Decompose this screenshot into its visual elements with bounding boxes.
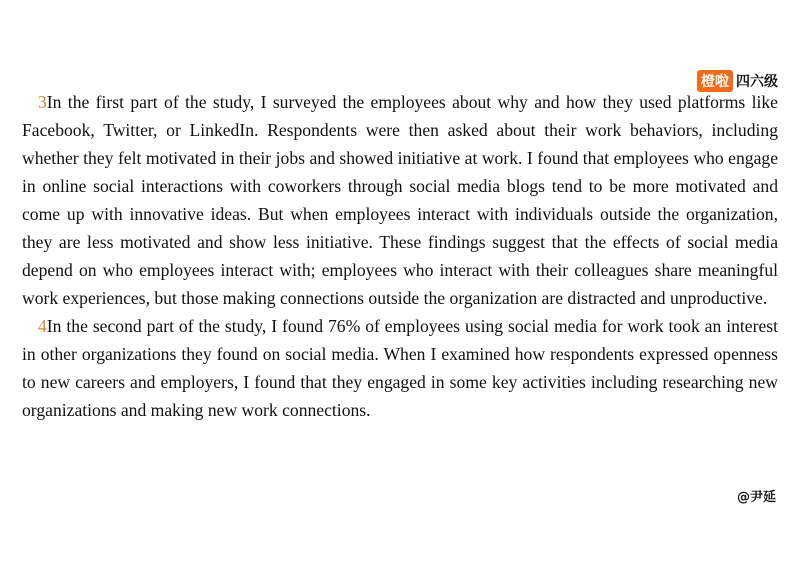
author-signature: @尹延	[736, 490, 776, 505]
paragraph-number: 3	[38, 92, 47, 112]
brand-logo: 橙啦	[697, 70, 733, 92]
paragraph-4	[22, 312, 778, 424]
paragraph-text: In the first part of the study, I surveyed the employees about why and how they used platforms like Facebook, Twitter, or LinkedIn. Respondents were then asked about their work behaviors, including whether they felt motivated in their jobs and showed initiative at work. I found that employees who engage in online social interactions with coworkers through social media blogs tend to be more motivated and come up with innovative ideas. But when employees interact with individuals outside the organization, they are less motivated and show less initiative. These findings suggest that the effects of social media depend on who employees interact with; employees who interact with their colleagues share meaningful work experiences, but those making connections outside the organization are distracted and unproductive.	[22, 92, 778, 308]
brand-subtitle: 四六级	[736, 74, 778, 90]
paragraph-3	[22, 88, 778, 312]
paragraph-text: In the second part of the study, I found 76% of employees using social media for work took an interest in other organizations they found on social media. When I examined how respondents expressed openness to new careers and employers, I found that they engaged in some key activities including researching new organizations and making new work connections.	[22, 316, 778, 420]
passage-body	[22, 88, 778, 424]
paragraph-number: 4	[38, 316, 47, 336]
